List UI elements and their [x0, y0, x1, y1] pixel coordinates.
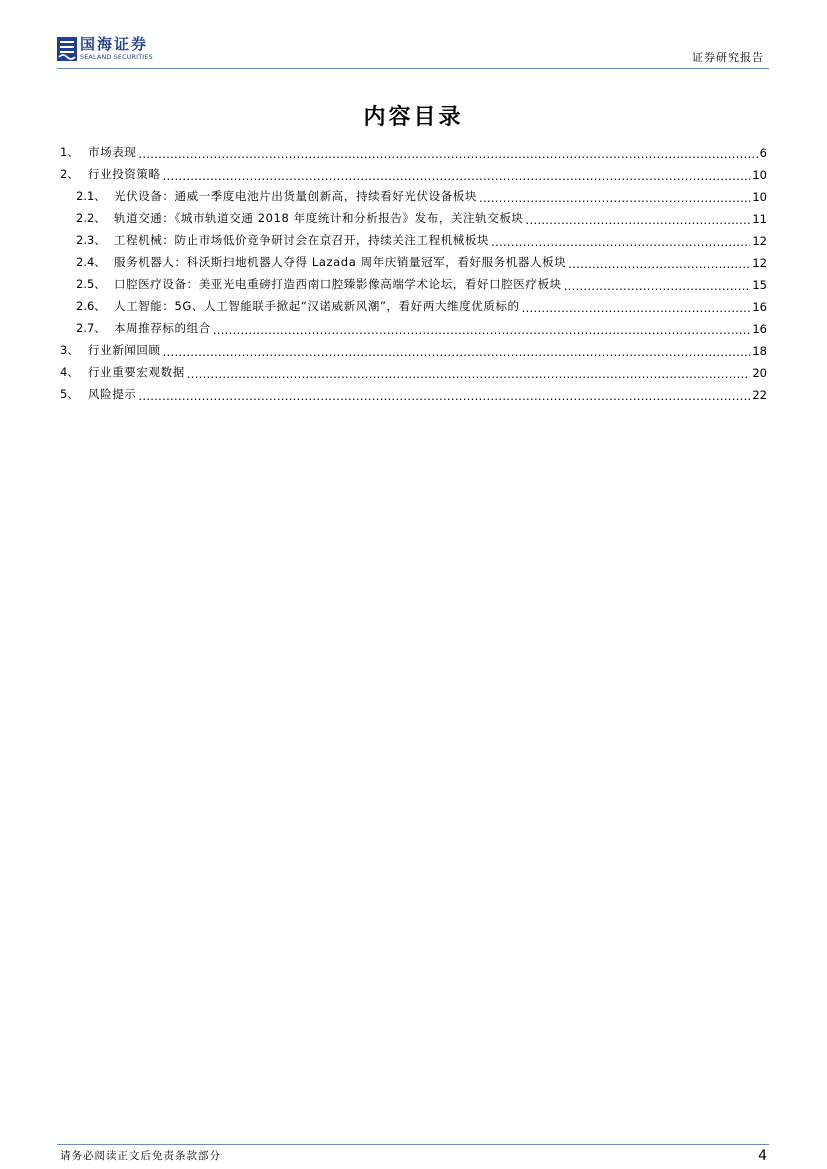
toc-entry-label: 本周推荐标的组合 — [114, 321, 211, 335]
toc-entry-number: 2.6、 — [76, 299, 106, 313]
toc-entry-label: 工程机械：防止市场低价竞争研讨会在京召开，持续关注工程机械板块 — [114, 233, 490, 247]
toc-entry-page: 6 — [759, 146, 767, 160]
toc-leader-dots — [187, 368, 751, 380]
toc-leader-dots — [163, 170, 751, 182]
toc-entry-page: 22 — [752, 388, 767, 402]
toc-entry-number: 2.4、 — [76, 255, 106, 269]
toc-leader-dots — [213, 324, 751, 336]
toc-entry[interactable] — [60, 204, 767, 226]
toc-leader-dots — [479, 192, 750, 204]
toc-entry[interactable] — [60, 292, 767, 314]
toc-entry-number: 2.5、 — [76, 277, 106, 291]
toc-entry-number: 2.2、 — [76, 211, 106, 225]
toc-entry-page: 12 — [752, 234, 767, 248]
toc-entry-label: 行业新闻回顾 — [88, 343, 161, 357]
logo-chinese-name: 国海证券 — [80, 35, 149, 53]
toc-entry-number: 2、 — [60, 167, 79, 181]
toc-entry-number: 2.3、 — [76, 233, 106, 247]
table-of-contents — [60, 138, 767, 402]
toc-leader-dots — [526, 214, 751, 226]
toc-leader-dots — [522, 302, 751, 314]
toc-entry[interactable] — [60, 380, 767, 402]
toc-entry-page: 11 — [752, 212, 767, 226]
toc-entry-page: 12 — [752, 256, 767, 270]
toc-entry[interactable] — [60, 314, 767, 336]
toc-entry-number: 4、 — [60, 365, 79, 379]
toc-leader-dots — [138, 390, 750, 402]
toc-entry-label: 服务机器人：科沃斯扫地机器人夺得 Lazada 周年庆销量冠军，看好服务机器人板块 — [114, 255, 567, 269]
toc-entry[interactable] — [60, 270, 767, 292]
toc-entry[interactable] — [60, 248, 767, 270]
footer-divider — [57, 1144, 769, 1145]
toc-title: 内容目录 — [363, 105, 464, 130]
toc-entry[interactable] — [60, 182, 767, 204]
toc-entry-label: 市场表现 — [88, 145, 137, 159]
header-divider — [57, 68, 769, 69]
company-logo — [57, 37, 167, 63]
toc-entry-label: 轨道交通：《城市轨道交通 2018 年度统计和分析报告》发布，关注轨交板块 — [114, 211, 524, 225]
toc-entry-page: 15 — [752, 278, 767, 292]
toc-leader-dots — [564, 280, 751, 292]
toc-entry-page: 10 — [752, 190, 767, 204]
toc-entry[interactable] — [60, 160, 767, 182]
toc-entry-page: 10 — [752, 168, 767, 182]
toc-entry-number: 2.7、 — [76, 321, 106, 335]
toc-entry-number: 3、 — [60, 343, 79, 357]
toc-leader-dots — [568, 258, 750, 270]
toc-entry-page: 16 — [752, 300, 767, 314]
toc-entry-number: 1、 — [60, 145, 79, 159]
logo-english-name: SEALAND SECURITIES — [80, 53, 153, 61]
toc-entry-label: 人工智能：5G、人工智能联手掀起“汉诺威新风潮”，看好两大维度优质标的 — [114, 299, 520, 313]
toc-leader-dots — [163, 346, 751, 358]
toc-entry-label: 风险提示 — [88, 387, 137, 401]
toc-entry[interactable] — [60, 336, 767, 358]
toc-entry-number: 5、 — [60, 387, 79, 401]
sealand-logo-icon — [57, 37, 77, 61]
toc-entry-page: 20 — [752, 366, 767, 380]
toc-leader-dots — [491, 236, 750, 248]
toc-entry-label: 行业投资策略 — [88, 167, 161, 181]
toc-entry-page: 18 — [752, 344, 767, 358]
toc-entry-label: 光伏设备：通威一季度电池片出货量创新高，持续看好光伏设备板块 — [114, 189, 477, 203]
footer-disclaimer: 请务必阅读正文后免责条款部分 — [60, 1150, 221, 1162]
toc-entry[interactable] — [60, 358, 767, 380]
toc-entry[interactable] — [60, 138, 767, 160]
toc-entry-label: 行业重要宏观数据 — [88, 365, 185, 379]
toc-entry[interactable] — [60, 226, 767, 248]
toc-entry-number: 2.1、 — [76, 189, 106, 203]
page-number: 4 — [758, 1148, 767, 1164]
toc-leader-dots — [138, 148, 757, 160]
report-type: 证券研究报告 — [692, 51, 764, 64]
toc-entry-page: 16 — [752, 322, 767, 336]
toc-entry-label: 口腔医疗设备：美亚光电重磅打造西南口腔臻影像高端学术论坛，看好口腔医疗板块 — [114, 277, 562, 291]
